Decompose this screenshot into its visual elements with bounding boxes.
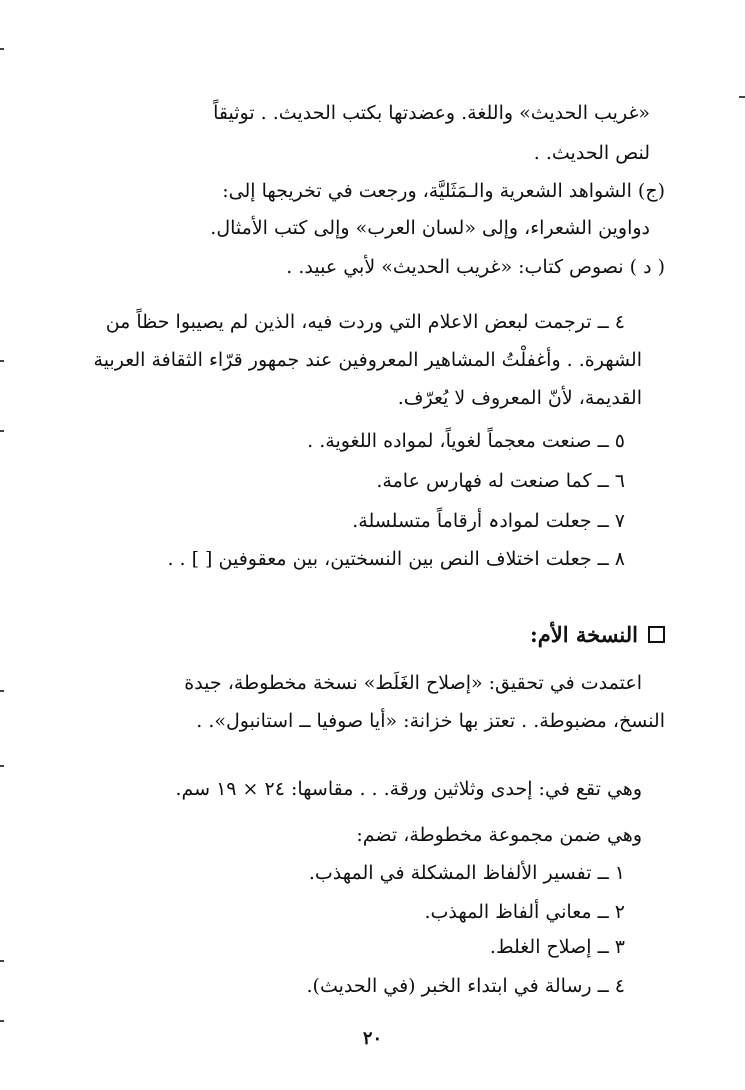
text-line-15: النسخ، مضبوطة. . تعتز بها خزانة: «أيا صوفيا ــ استانبول». . [196, 710, 665, 732]
text-line-3: (ج) الشواهد الشعرية والـمَثَليَّة، ورجعت في تخريجها إلى: [222, 180, 665, 202]
margin-mark [0, 48, 4, 50]
checkbox-square-icon [648, 626, 665, 643]
page-number: ٢٠ [362, 1028, 383, 1049]
text-line-1: «غريب الحديث» واللغة. وعضدتها بكتب الحديث. . توثيقاً [213, 102, 650, 124]
text-line-7: الشهرة. . وأغفلْتُ المشاهير المعروفين عند جمهور قرّاء الثقافة العربية [93, 349, 642, 371]
margin-mark [0, 1020, 4, 1022]
margin-mark [0, 960, 4, 962]
margin-mark [0, 690, 4, 692]
text-line-2: لنص الحديث. . [533, 142, 650, 164]
text-line-4: دواوين الشعراء، وإلى «لسان العرب» وإلى كتب الأمثال. [210, 217, 650, 239]
section-heading [530, 620, 665, 650]
section-heading-text: النسخة الأم: [530, 622, 638, 647]
margin-mark [0, 360, 4, 362]
text-line-5: ( د ) نصوص كتاب: «غريب الحديث» لأبي عبيد. . [286, 256, 665, 278]
list-item-7: ٧ ــ جعلت لموادہ أرقاماً متسلسلة. [352, 510, 625, 532]
text-line-17: وهي ضمن مجموعة مخطوطة، تضم: [356, 824, 642, 846]
list-item-2: ٢ ــ معاني ألفاظ المهذب. [424, 901, 625, 923]
list-item-1: ١ ــ تفسير الألفاظ المشكلة في المهذب. [308, 862, 625, 884]
list-item-6: ٦ ــ كما صنعت له فهارس عامة. [376, 470, 625, 492]
margin-mark [0, 430, 4, 432]
list-item-4: ٤ ــ ترجمت لبعض الاعلام التي وردت فيه، الذين لم يصيبوا حظاً من [105, 311, 625, 333]
list-item-8: ٨ ــ جعلت اختلاف النص بين النسختين، بين معقوفين [ ] . . [167, 548, 625, 570]
margin-mark [739, 96, 745, 98]
list-item-4b: ٤ ــ رسالة في ابتداء الخبر (في الحديث). [306, 975, 625, 997]
text-line-14: اعتمدت في تحقيق: «إصلاح الغَلَط» نسخة مخطوطة، جيدة [184, 672, 642, 694]
text-line-16: وهي تقع في: إحدى وثلاثين ورقة. . . مقاسها: ٢٤ × ١٩ سم. [175, 778, 642, 800]
list-item-5: ٥ ــ صنعت معجماً لغوياً، لمواده اللغوية. . [307, 430, 625, 452]
list-item-3: ٣ ــ إصلاح الغلط. [489, 936, 625, 958]
margin-mark [0, 765, 4, 767]
text-line-8: القديمة، لأنّ المعروف لا يُعرّف. [397, 387, 642, 409]
